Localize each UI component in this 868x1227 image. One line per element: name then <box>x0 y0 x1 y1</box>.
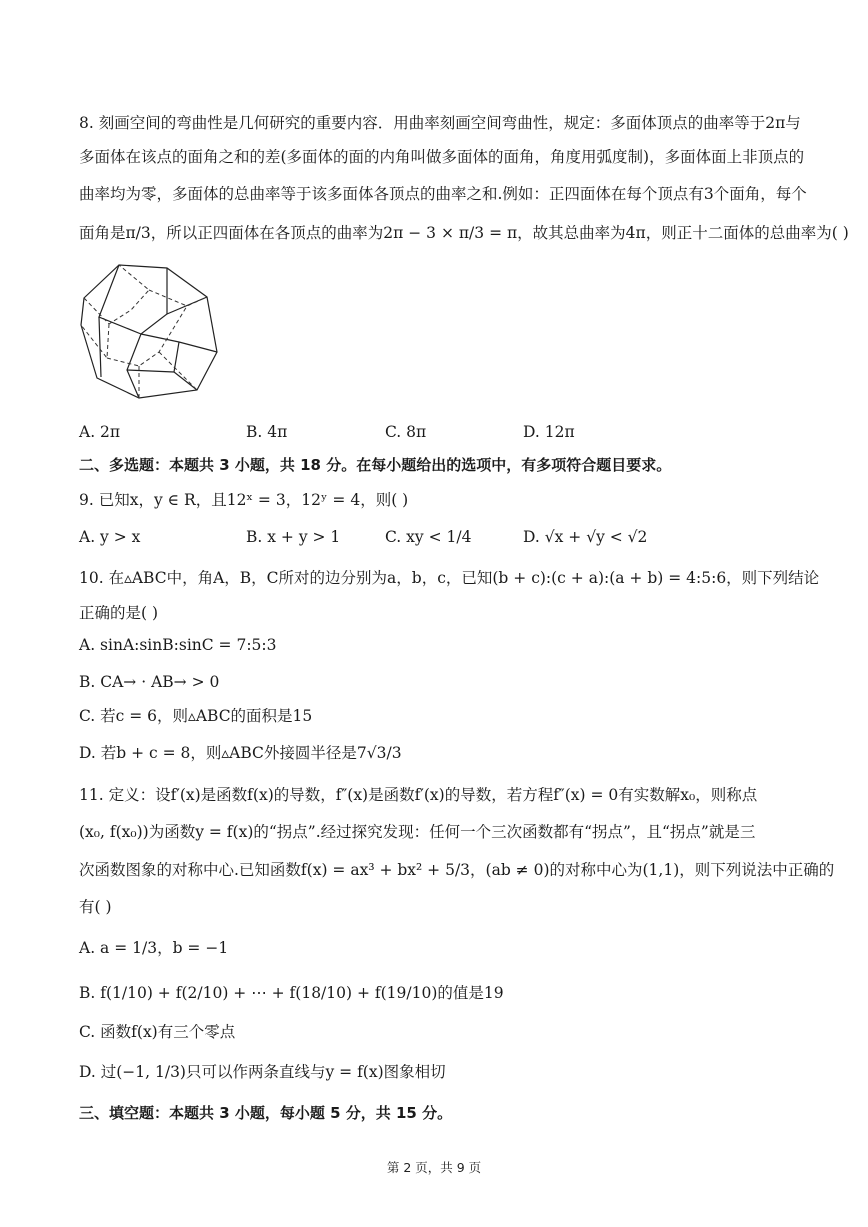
q11-line-4: 有( ) <box>79 898 112 916</box>
q10-option-a[interactable]: A. sinA:sinB:sinC = 7:5:3 <box>79 636 277 654</box>
q10-line-2: 正确的是( ) <box>79 604 159 622</box>
section-2-heading: 二、多选题：本题共 3 小题，共 18 分。在每小题给出的选项中，有多项符合题目要求。 <box>79 456 672 474</box>
q11-option-a[interactable]: A. a = 1/3，b = −1 <box>79 939 229 957</box>
page-footer: 第 2 页，共 9 页 <box>386 1160 482 1175</box>
q8-line-3: 曲率均为零，多面体的总曲率等于该多面体各顶点的曲率之和.例如：正四面体在每个顶点有3个面角，每个 <box>79 185 807 203</box>
q10-line-1: 10. 在▵ABC中，角A，B，C所对的边分别为a，b，c，已知(b + c):(c + a):(a + b) = 4:5:6，则下列结论 <box>79 569 820 587</box>
q9-option-a[interactable]: A. y > x <box>79 528 141 546</box>
q10-option-b[interactable]: B. CA→ · AB→ > 0 <box>79 673 220 691</box>
q8-options <box>79 423 799 451</box>
q11-option-d[interactable]: D. 过(−1, 1/3)只可以作两条直线与y = f(x)图象相切 <box>79 1063 446 1081</box>
q11-line-1: 11. 定义：设f′(x)是函数f(x)的导数，f″(x)是函数f′(x)的导数，若方程f″(x) = 0有实数解x₀，则称点 <box>79 786 758 804</box>
q9-option-c[interactable]: C. xy < 1/4 <box>385 528 472 546</box>
q8-option-c[interactable]: C. 8π <box>385 423 427 441</box>
q8-option-a[interactable]: A. 2π <box>79 423 121 441</box>
q10-option-d[interactable]: D. 若b + c = 8，则▵ABC外接圆半径是7√3/3 <box>79 744 402 762</box>
q8-option-d[interactable]: D. 12π <box>523 423 575 441</box>
q9-options <box>79 528 799 556</box>
q11-line-2: (x₀, f(x₀))为函数y = f(x)的“拐点”.经过探究发现：任何一个三次函数都有“拐点”，且“拐点”就是三 <box>79 823 756 841</box>
q11-option-b[interactable]: B. f(1/10) + f(2/10) + ⋯ + f(18/10) + f(19/10)的值是19 <box>79 984 504 1002</box>
q10-option-c[interactable]: C. 若c = 6，则▵ABC的面积是15 <box>79 707 313 725</box>
dodecahedron-figure <box>79 262 225 400</box>
q9-option-b[interactable]: B. x + y > 1 <box>246 528 341 546</box>
q9-option-d[interactable]: D. √x + √y < √2 <box>523 528 648 546</box>
q8-line-1: 8. 刻画空间的弯曲性是几何研究的重要内容．用曲率刻画空间弯曲性，规定：多面体顶点的曲率等于2π与 <box>79 114 801 132</box>
q8-line-4: 面角是π/3，所以正四面体在各顶点的曲率为2π − 3 × π/3 = π，故其总曲率为4π，则正十二面体的总曲率为( ) <box>79 224 849 242</box>
q8-option-b[interactable]: B. 4π <box>246 423 288 441</box>
q11-line-3: 次函数图象的对称中心.已知函数f(x) = ax³ + bx² + 5/3，(ab ≠ 0)的对称中心为(1,1)，则下列说法中正确的 <box>79 861 835 879</box>
q11-option-c[interactable]: C. 函数f(x)有三个零点 <box>79 1023 236 1041</box>
section-3-heading: 三、填空题：本题共 3 小题，每小题 5 分，共 15 分。 <box>79 1104 453 1122</box>
q9-stem: 9. 已知x，y ∈ R，且12ˣ = 3，12ʸ = 4，则( ) <box>79 491 409 509</box>
q8-line-2: 多面体在该点的面角之和的差(多面体的面的内角叫做多面体的面角，角度用弧度制)，多面体面上非顶点的 <box>79 148 805 166</box>
